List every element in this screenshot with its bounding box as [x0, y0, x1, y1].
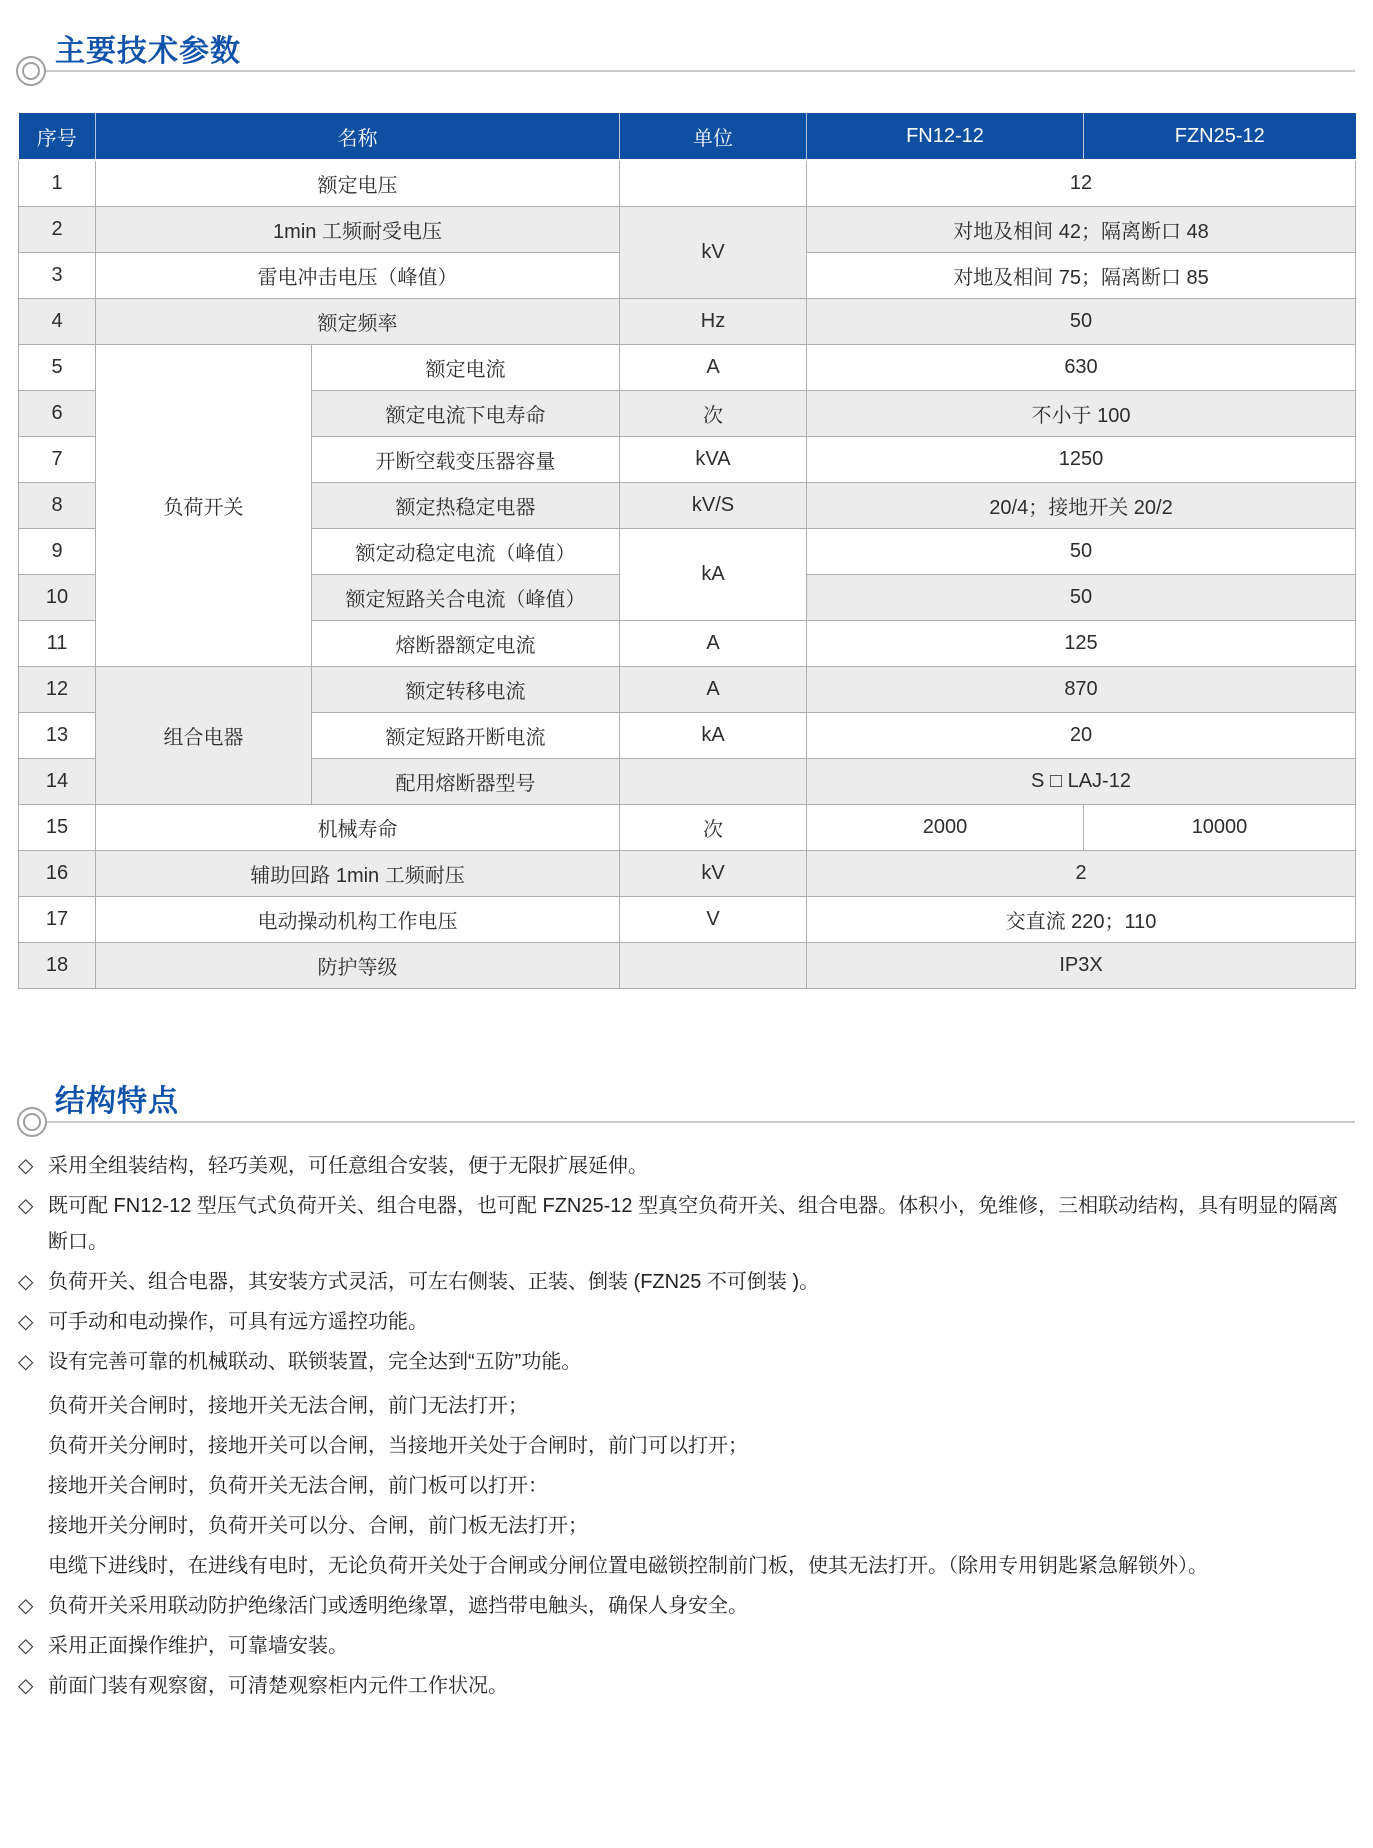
cell-value: 1250 — [807, 437, 1356, 483]
col-header-model2: FZN25-12 — [1084, 113, 1356, 160]
section-rule — [45, 1121, 1355, 1123]
cell-name: 电动操动机构工作电压 — [96, 897, 620, 943]
cell-no: 14 — [19, 759, 96, 805]
cell-name: 额定电流 — [312, 345, 620, 391]
cell-name: 配用熔断器型号 — [312, 759, 620, 805]
cell-value: S □ LAJ-12 — [807, 759, 1356, 805]
cell-value: 对地及相间 42；隔离断口 48 — [807, 207, 1356, 253]
cell-unit — [620, 943, 807, 989]
table-row — [19, 805, 1356, 851]
cell-name: 额定短路开断电流 — [312, 713, 620, 759]
feature-subitem — [18, 1468, 1355, 1504]
col-header-no: 序号 — [19, 113, 96, 160]
cell-no: 17 — [19, 897, 96, 943]
cell-unit: 次 — [620, 805, 807, 851]
cell-no: 11 — [19, 621, 96, 667]
table-row — [19, 207, 1356, 253]
feature-text: 电缆下进线时，在进线有电时，无论负荷开关处于合闸或分闸位置电磁锁控制前门板，使其无法打开。（除用专用钥匙紧急解锁外）。 — [48, 1555, 1208, 1577]
section-title-params: 主要技术参数 — [55, 35, 241, 68]
diamond-bullet-icon: ◇ — [18, 1271, 34, 1293]
cell-value: 不小于 100 — [807, 391, 1356, 437]
feature-text: 可手动和电动操作，可具有远方遥控功能。 — [48, 1311, 428, 1333]
cell-value: 20/4；接地开关 20/2 — [807, 483, 1356, 529]
cell-value: 50 — [807, 299, 1356, 345]
cell-value: 20 — [807, 713, 1356, 759]
cell-no: 9 — [19, 529, 96, 575]
col-header-name: 名称 — [96, 113, 620, 160]
cell-no: 5 — [19, 345, 96, 391]
feature-text: 设有完善可靠的机械联动、联锁装置，完全达到“五防”功能。 — [48, 1351, 582, 1373]
cell-no: 12 — [19, 667, 96, 713]
feature-item — [18, 1344, 1355, 1380]
cell-unit: kVA — [620, 437, 807, 483]
cell-value: 交直流 220；110 — [807, 897, 1356, 943]
cell-unit: V — [620, 897, 807, 943]
table-row — [19, 160, 1356, 207]
feature-text: 负荷开关分闸时，接地开关可以合闸，当接地开关处于合闸时，前门可以打开； — [48, 1435, 748, 1457]
cell-no: 10 — [19, 575, 96, 621]
cell-no: 6 — [19, 391, 96, 437]
cell-unit: kV — [620, 207, 807, 299]
cell-no: 16 — [19, 851, 96, 897]
features-list — [18, 1148, 1355, 1708]
col-header-unit: 单位 — [620, 113, 807, 160]
cell-no: 2 — [19, 207, 96, 253]
feature-text: 采用正面操作维护，可靠墙安装。 — [48, 1635, 348, 1657]
cell-value: 对地及相间 75；隔离断口 85 — [807, 253, 1356, 299]
cell-group: 组合电器 — [96, 667, 312, 805]
cell-no: 15 — [19, 805, 96, 851]
cell-no: 7 — [19, 437, 96, 483]
cell-no: 3 — [19, 253, 96, 299]
cell-value: 50 — [807, 575, 1356, 621]
cell-unit: A — [620, 345, 807, 391]
feature-item — [18, 1668, 1355, 1704]
double-circle-inner — [22, 62, 40, 80]
cell-no: 13 — [19, 713, 96, 759]
cell-name: 防护等级 — [96, 943, 620, 989]
cell-name: 额定电压 — [96, 160, 620, 207]
double-circle-inner — [23, 1113, 41, 1131]
cell-unit: A — [620, 667, 807, 713]
cell-name: 额定短路关合电流（峰值） — [312, 575, 620, 621]
cell-value: 870 — [807, 667, 1356, 713]
cell-no: 1 — [19, 160, 96, 207]
diamond-bullet-icon: ◇ — [18, 1195, 34, 1217]
feature-item — [18, 1188, 1355, 1260]
cell-unit: Hz — [620, 299, 807, 345]
diamond-bullet-icon: ◇ — [18, 1595, 34, 1617]
feature-item — [18, 1628, 1355, 1664]
cell-name: 额定电流下电寿命 — [312, 391, 620, 437]
cell-name: 1min 工频耐受电压 — [96, 207, 620, 253]
feature-text: 既可配 FN12-12 型压气式负荷开关、组合电器，也可配 FZN25-12 型真空负荷开关、组合电器。体积小，免维修，三相联动结构，具有明显的隔离断口。 — [48, 1195, 1339, 1253]
diamond-bullet-icon: ◇ — [18, 1311, 34, 1333]
cell-name: 额定动稳定电流（峰值） — [312, 529, 620, 575]
feature-text: 接地开关合闸时，负荷开关无法合闸，前门板可以打开： — [48, 1475, 548, 1497]
cell-value: 630 — [807, 345, 1356, 391]
cell-unit — [620, 160, 807, 207]
table-row — [19, 943, 1356, 989]
cell-unit: 次 — [620, 391, 807, 437]
cell-name: 机械寿命 — [96, 805, 620, 851]
feature-text: 负荷开关合闸时，接地开关无法合闸，前门无法打开； — [48, 1395, 528, 1417]
cell-value: IP3X — [807, 943, 1356, 989]
cell-unit: A — [620, 621, 807, 667]
diamond-bullet-icon: ◇ — [18, 1351, 34, 1373]
cell-unit: kA — [620, 713, 807, 759]
feature-item — [18, 1588, 1355, 1624]
cell-no: 18 — [19, 943, 96, 989]
table-row — [19, 897, 1356, 943]
cell-name: 额定热稳定电器 — [312, 483, 620, 529]
feature-text: 采用全组装结构，轻巧美观，可任意组合安装，便于无限扩展延伸。 — [48, 1155, 648, 1177]
col-header-model1: FN12-12 — [807, 113, 1084, 160]
section-title-features: 结构特点 — [55, 1085, 179, 1118]
feature-item — [18, 1264, 1355, 1300]
cell-name: 开断空载变压器容量 — [312, 437, 620, 483]
cell-value: 50 — [807, 529, 1356, 575]
cell-value: 2 — [807, 851, 1356, 897]
diamond-bullet-icon: ◇ — [18, 1155, 34, 1177]
cell-unit: kA — [620, 529, 807, 621]
cell-name: 辅助回路 1min 工频耐压 — [96, 851, 620, 897]
double-circle-icon — [16, 56, 46, 86]
cell-unit — [620, 759, 807, 805]
feature-subitem — [18, 1388, 1355, 1424]
feature-subitem — [18, 1428, 1355, 1464]
cell-unit: kV/S — [620, 483, 807, 529]
cell-name: 额定频率 — [96, 299, 620, 345]
cell-name: 雷电冲击电压（峰值） — [96, 253, 620, 299]
table-row — [19, 345, 1356, 391]
diamond-bullet-icon: ◇ — [18, 1635, 34, 1657]
cell-value-model1: 2000 — [807, 805, 1084, 851]
cell-no: 4 — [19, 299, 96, 345]
double-circle-icon — [17, 1107, 47, 1137]
table-row — [19, 299, 1356, 345]
feature-text: 前面门装有观察窗，可清楚观察柜内元件工作状况。 — [48, 1675, 508, 1697]
feature-subitem — [18, 1548, 1355, 1584]
cell-value: 12 — [807, 160, 1356, 207]
cell-name: 熔断器额定电流 — [312, 621, 620, 667]
cell-unit: kV — [620, 851, 807, 897]
cell-name: 额定转移电流 — [312, 667, 620, 713]
feature-text: 接地开关分闸时，负荷开关可以分、合闸，前门板无法打开； — [48, 1515, 588, 1537]
feature-item — [18, 1148, 1355, 1184]
cell-no: 8 — [19, 483, 96, 529]
feature-text: 负荷开关、组合电器，其安装方式灵活，可左右侧装、正装、倒装 (FZN25 不可倒装 )。 — [48, 1271, 820, 1293]
feature-text: 负荷开关采用联动防护绝缘活门或透明绝缘罩，遮挡带电触头，确保人身安全。 — [48, 1595, 748, 1617]
cell-value: 125 — [807, 621, 1356, 667]
table-row — [19, 667, 1356, 713]
section-rule — [44, 70, 1355, 72]
cell-group: 负荷开关 — [96, 345, 312, 667]
cell-value-model2: 10000 — [1084, 805, 1356, 851]
table-header-row — [19, 113, 1356, 160]
diamond-bullet-icon: ◇ — [18, 1675, 34, 1697]
feature-subitem — [18, 1508, 1355, 1544]
params-table — [18, 113, 1356, 989]
table-row — [19, 851, 1356, 897]
feature-item — [18, 1304, 1355, 1340]
